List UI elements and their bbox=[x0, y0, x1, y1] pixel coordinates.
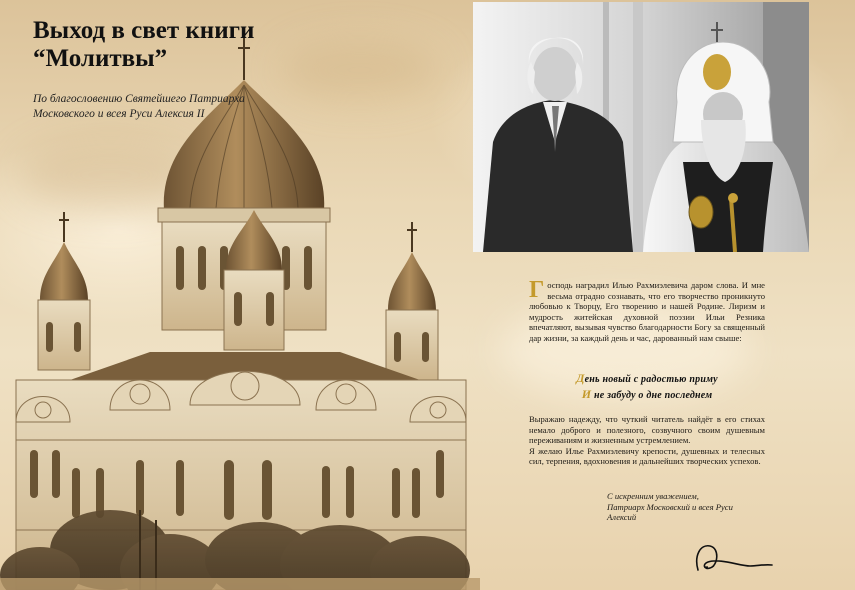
letter-closing bbox=[607, 491, 787, 523]
handwritten-signature bbox=[690, 536, 780, 576]
closing-line: Патриарх Московский и всея Руси bbox=[607, 501, 733, 512]
verse-cap: И bbox=[581, 387, 592, 401]
letter-paragraph-text: осподь наградил Илью Рахмиэлевича даром слова. И мне весьма отрадно сознавать, что его творчество проникнуто любовью к Творцу, Его творению и нашей Родине. Лиризм и мудрость житейская духовной поэзии Ильи Резника впечатляют, вызывая чувство благодарности Богу за священный дар жизни, за каждый день и час, дарованный нам свыше: bbox=[529, 280, 765, 343]
letter-text bbox=[529, 277, 765, 344]
title-line: “Молитвы” bbox=[33, 45, 168, 72]
drop-cap: Г bbox=[529, 277, 545, 303]
letter-paragraph: Я желаю Илье Рахмиэлевичу крепости, душевных и телесных сил, терпения, вдохновения и дальнейших творческих успехов. bbox=[529, 445, 765, 467]
letter-paragraph: Выражаю надежду, что чуткий читатель найдёт в его стихах немало доброго и полезного, созвучного своим душевным переживаниям и жизненным устремлением. bbox=[529, 414, 765, 446]
blessing-line: По благословению Святейшего Патриарха bbox=[33, 93, 245, 105]
letter-paragraph bbox=[529, 277, 765, 344]
letter-text-continued bbox=[529, 414, 765, 467]
blessing-subtitle bbox=[33, 92, 333, 122]
verse-cap: Д bbox=[576, 371, 585, 385]
title-line: Выход в свет книги bbox=[33, 17, 255, 44]
closing-line: С искренним уважением, bbox=[607, 491, 699, 501]
page-title bbox=[33, 17, 293, 73]
verse-line bbox=[529, 387, 765, 403]
closing-line: Алексий bbox=[607, 512, 637, 523]
verse-quote bbox=[529, 371, 765, 403]
verse-text: не забуду о дне последнем bbox=[591, 390, 713, 401]
verse-text: ень новый с радостью приму bbox=[584, 374, 718, 385]
blessing-line: Московского и всея Руси Алексия II bbox=[33, 108, 205, 120]
photo-author-and-patriarch bbox=[473, 2, 809, 252]
verse-line bbox=[529, 371, 765, 387]
